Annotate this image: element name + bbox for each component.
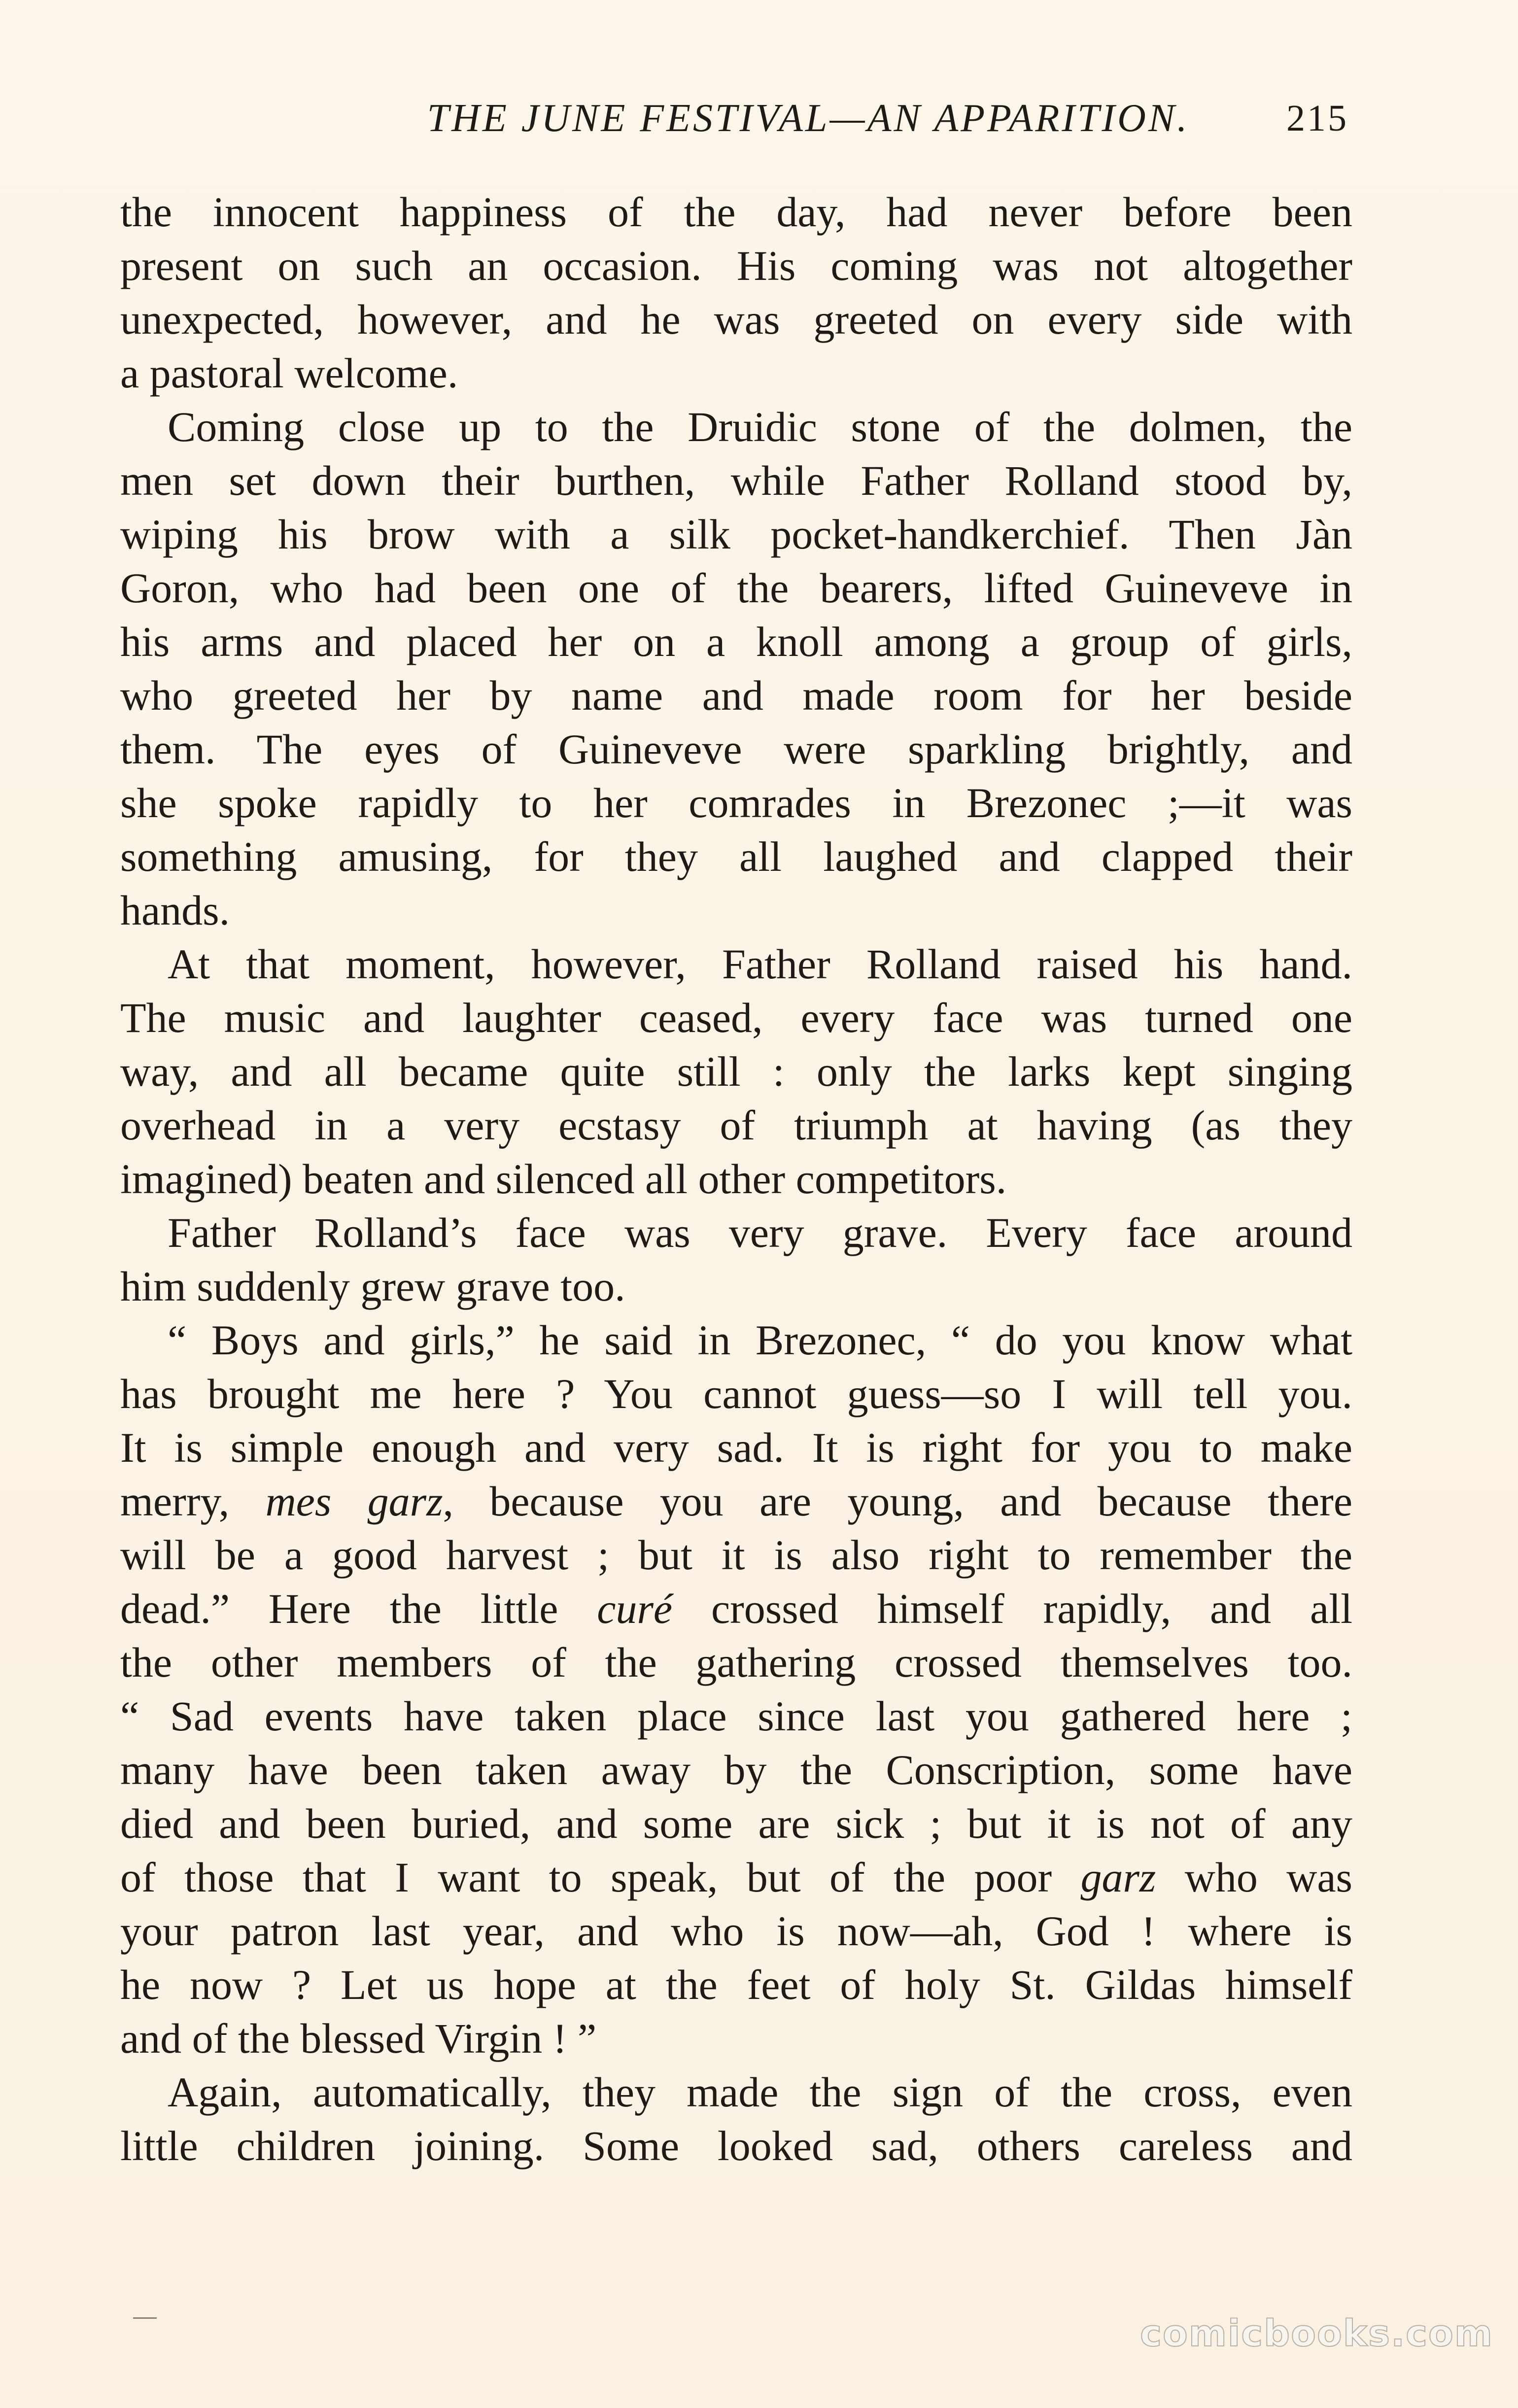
text-line: of those that I want to speak, but of the poor garz who was [120,1854,1352,1901]
text-line: “ Boys and girls,” he said in Brezonec, “ do you know what [168,1316,1352,1364]
text-line: men set down their burthen, while Father Rolland stood by, [120,457,1352,504]
text-line: the innocent happiness of the day, had never before been [120,188,1352,236]
watermark-text: comicbooks.com [1140,2312,1493,2355]
text-line: many have been taken away by the Conscription, some have [120,1746,1352,1793]
text-line: It is simple enough and very sad. It is right for you to make [120,1424,1352,1471]
text-line: him suddenly grew grave too. [120,1263,625,1310]
text-line: merry, mes garz, because you are young, and because there [120,1478,1352,1525]
text-line: imagined) beaten and silenced all other competitors. [120,1155,1007,1203]
text-line: and of the blessed Virgin ! ” [120,2015,597,2062]
text-line: overhead in a very ecstasy of triumph at having (as they [120,1101,1352,1149]
text-line: the other members of the gathering crossed themselves too. [120,1639,1352,1686]
text-line: unexpected, however, and he was greeted on every side with [120,296,1352,343]
footer-rule [133,2317,157,2319]
text-line: dead.” Here the little curé crossed himself rapidly, and all [120,1585,1352,1632]
text-line: Coming close up to the Druidic stone of the dolmen, the [168,403,1352,450]
text-line: wiping his brow with a silk pocket-handkerchief. Then Jàn [120,511,1352,558]
text-line: The music and laughter ceased, every face was turned one [120,994,1352,1041]
body-text [120,185,1352,2173]
text-line: hands. [120,887,230,934]
running-header-title: THE JUNE FESTIVAL—AN APPARITION. [427,97,1190,140]
text-line: Father Rolland’s face was very grave. Every face around [168,1209,1352,1256]
text-line: has brought me here ? You cannot guess—so I will tell you. [120,1370,1352,1417]
text-line: will be a good harvest ; but it is also right to remember the [120,1531,1352,1579]
text-line: Goron, who had been one of the bearers, lifted Guineveve in [120,564,1352,612]
text-line: Again, automatically, they made the sign of the cross, even [168,2068,1352,2116]
text-line: present on such an occasion. His coming was not altogether [120,242,1352,289]
text-line: something amusing, for they all laughed and clapped their [120,833,1352,880]
text-line: “ Sad events have taken place since last you gathered here ; [120,1692,1352,1740]
text-line: he now ? Let us hope at the feet of holy St. Gildas himself [120,1961,1352,2008]
text-line: little children joining. Some looked sad, others careless and [120,2122,1352,2169]
text-line: a pastoral welcome. [120,349,458,397]
text-line: who greeted her by name and made room for her beside [120,672,1352,719]
text-line: way, and all became quite still : only the larks kept singing [120,1048,1352,1095]
text-line: At that moment, however, Father Rolland raised his hand. [168,940,1352,988]
page-number: 215 [1286,98,1348,139]
text-line: she spoke rapidly to her comrades in Brezonec ;—it was [120,779,1352,826]
text-line: died and been buried, and some are sick ; but it is not of any [120,1800,1352,1847]
text-line: his arms and placed her on a knoll among a group of girls, [120,618,1352,665]
text-line: them. The eyes of Guineveve were sparkling brightly, and [120,725,1352,773]
text-line: your patron last year, and who is now—ah, God ! where is [120,1907,1352,1955]
